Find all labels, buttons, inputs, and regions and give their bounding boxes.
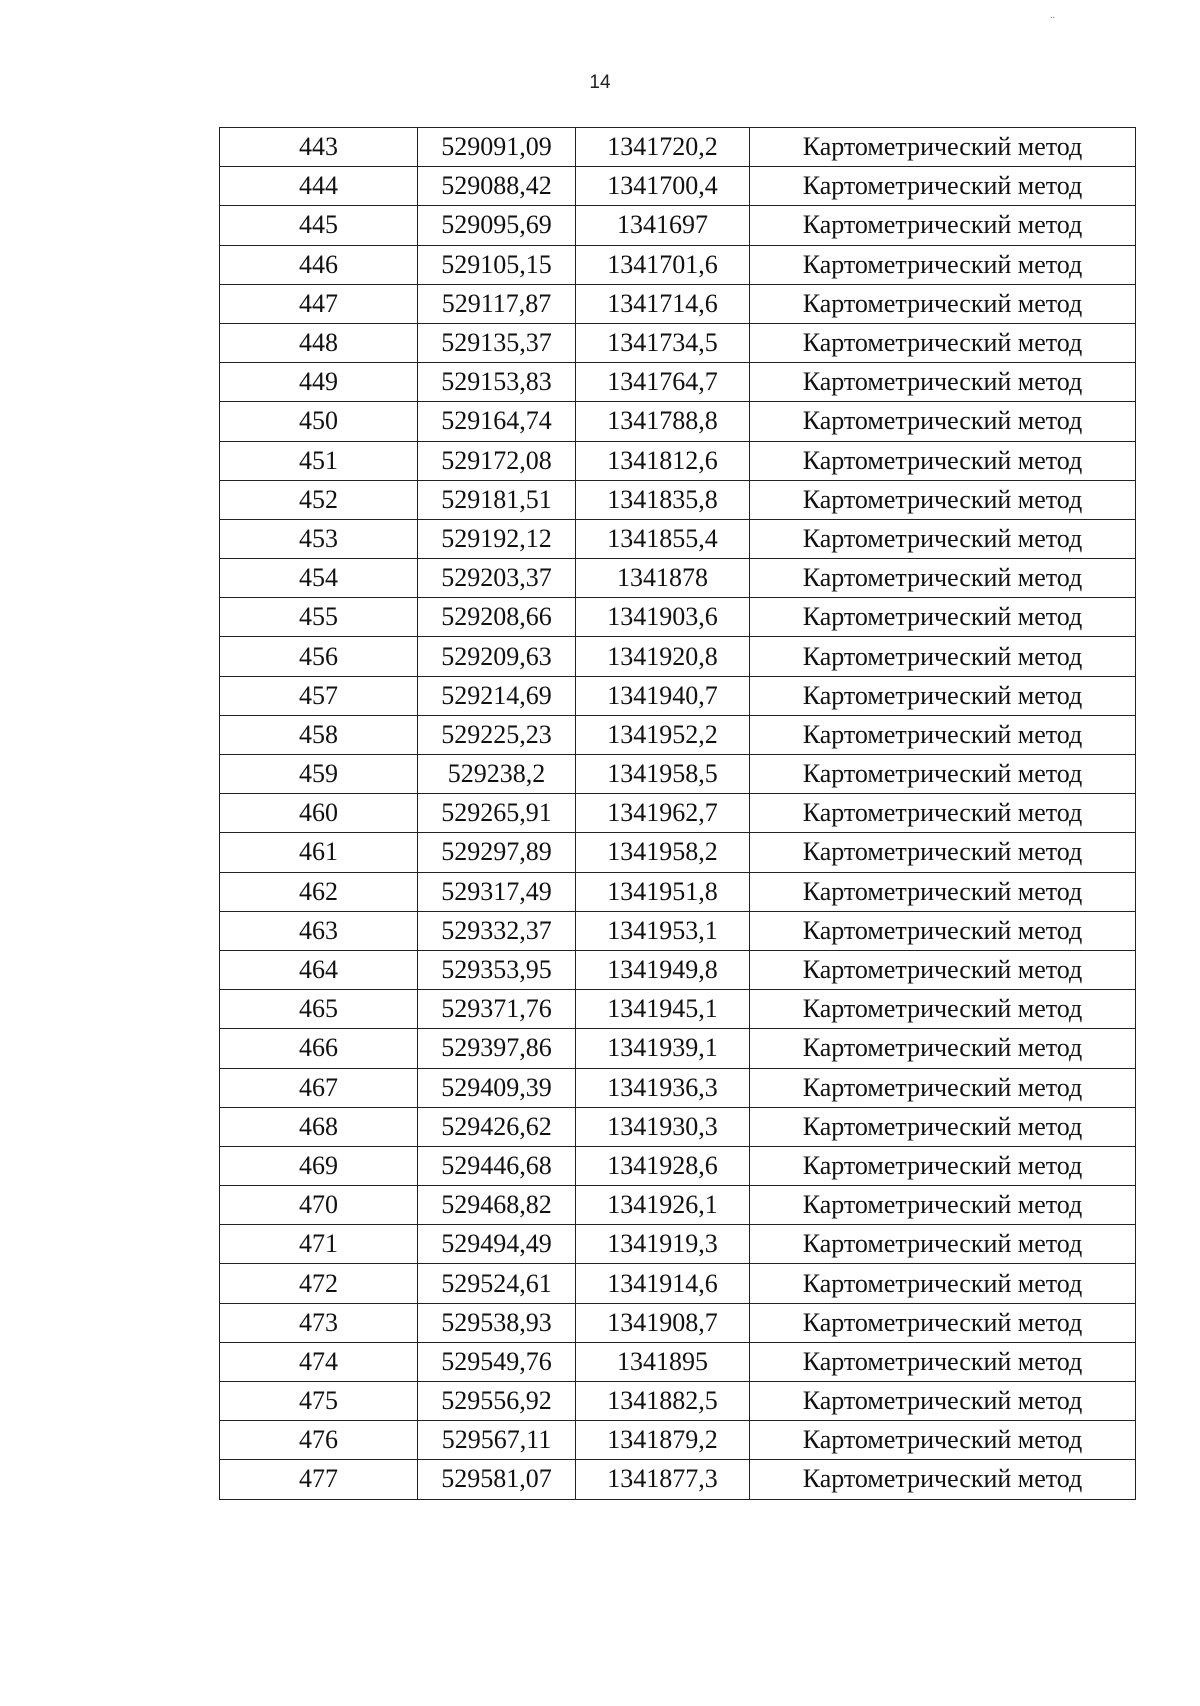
y-coordinate-cell: 1341835,8 [576,480,750,519]
y-coordinate-cell: 1341958,2 [576,833,750,872]
method-cell: Картометрический метод [750,1264,1136,1303]
y-coordinate-cell: 1341926,1 [576,1186,750,1225]
method-cell: Картометрический метод [750,794,1136,833]
x-coordinate-cell: 529192,12 [418,519,576,558]
point-number-cell: 448 [220,323,418,362]
method-cell: Картометрический метод [750,1303,1136,1342]
x-coordinate-cell: 529265,91 [418,794,576,833]
y-coordinate-cell: 1341939,1 [576,1029,750,1068]
point-number-cell: 468 [220,1107,418,1146]
x-coordinate-cell: 529172,08 [418,441,576,480]
y-coordinate-cell: 1341764,7 [576,363,750,402]
method-cell: Картометрический метод [750,872,1136,911]
method-cell: Картометрический метод [750,245,1136,284]
method-cell: Картометрический метод [750,363,1136,402]
table-row [220,1382,1136,1421]
point-number-cell: 445 [220,206,418,245]
x-coordinate-cell: 529238,2 [418,755,576,794]
table-row [220,167,1136,206]
y-coordinate-cell: 1341855,4 [576,519,750,558]
table-row [220,206,1136,245]
y-coordinate-cell: 1341734,5 [576,323,750,362]
method-cell: Картометрический метод [750,1225,1136,1264]
table-row [220,911,1136,950]
stray-mark: .. [1050,10,1055,21]
table-row [220,676,1136,715]
x-coordinate-cell: 529088,42 [418,167,576,206]
y-coordinate-cell: 1341878 [576,559,750,598]
point-number-cell: 458 [220,715,418,754]
point-number-cell: 470 [220,1186,418,1225]
table-row [220,1225,1136,1264]
point-number-cell: 475 [220,1382,418,1421]
y-coordinate-cell: 1341908,7 [576,1303,750,1342]
table-row [220,519,1136,558]
point-number-cell: 455 [220,598,418,637]
method-cell: Картометрический метод [750,206,1136,245]
method-cell: Картометрический метод [750,1029,1136,1068]
x-coordinate-cell: 529209,63 [418,637,576,676]
y-coordinate-cell: 1341940,7 [576,676,750,715]
point-number-cell: 443 [220,128,418,167]
x-coordinate-cell: 529397,86 [418,1029,576,1068]
x-coordinate-cell: 529317,49 [418,872,576,911]
point-number-cell: 452 [220,480,418,519]
method-cell: Картометрический метод [750,1068,1136,1107]
x-coordinate-cell: 529164,74 [418,402,576,441]
table-row [220,441,1136,480]
x-coordinate-cell: 529297,89 [418,833,576,872]
x-coordinate-cell: 529549,76 [418,1342,576,1381]
method-cell: Картометрический метод [750,715,1136,754]
y-coordinate-cell: 1341788,8 [576,402,750,441]
table-row [220,1068,1136,1107]
method-cell: Картометрический метод [750,833,1136,872]
y-coordinate-cell: 1341697 [576,206,750,245]
x-coordinate-cell: 529524,61 [418,1264,576,1303]
method-cell: Картометрический метод [750,1107,1136,1146]
table-row [220,1146,1136,1185]
y-coordinate-cell: 1341928,6 [576,1146,750,1185]
y-coordinate-cell: 1341936,3 [576,1068,750,1107]
point-number-cell: 449 [220,363,418,402]
y-coordinate-cell: 1341962,7 [576,794,750,833]
y-coordinate-cell: 1341930,3 [576,1107,750,1146]
point-number-cell: 459 [220,755,418,794]
point-number-cell: 473 [220,1303,418,1342]
coordinates-table-body [220,128,1136,1500]
method-cell: Картометрический метод [750,990,1136,1029]
point-number-cell: 463 [220,911,418,950]
y-coordinate-cell: 1341958,5 [576,755,750,794]
method-cell: Картометрический метод [750,284,1136,323]
point-number-cell: 460 [220,794,418,833]
x-coordinate-cell: 529203,37 [418,559,576,598]
point-number-cell: 472 [220,1264,418,1303]
method-cell: Картометрический метод [750,402,1136,441]
x-coordinate-cell: 529567,11 [418,1421,576,1460]
point-number-cell: 467 [220,1068,418,1107]
method-cell: Картометрический метод [750,480,1136,519]
y-coordinate-cell: 1341879,2 [576,1421,750,1460]
y-coordinate-cell: 1341920,8 [576,637,750,676]
point-number-cell: 453 [220,519,418,558]
point-number-cell: 477 [220,1460,418,1499]
table-row [220,480,1136,519]
y-coordinate-cell: 1341720,2 [576,128,750,167]
table-row [220,128,1136,167]
x-coordinate-cell: 529494,49 [418,1225,576,1264]
table-row [220,1029,1136,1068]
table-row [220,559,1136,598]
table-row [220,1342,1136,1381]
point-number-cell: 456 [220,637,418,676]
y-coordinate-cell: 1341882,5 [576,1382,750,1421]
method-cell: Картометрический метод [750,519,1136,558]
table-row [220,1460,1136,1499]
method-cell: Картометрический метод [750,911,1136,950]
method-cell: Картометрический метод [750,637,1136,676]
table-row [220,245,1136,284]
y-coordinate-cell: 1341701,6 [576,245,750,284]
method-cell: Картометрический метод [750,676,1136,715]
method-cell: Картометрический метод [750,1460,1136,1499]
y-coordinate-cell: 1341953,1 [576,911,750,950]
table-row [220,598,1136,637]
x-coordinate-cell: 529446,68 [418,1146,576,1185]
x-coordinate-cell: 529208,66 [418,598,576,637]
x-coordinate-cell: 529105,15 [418,245,576,284]
x-coordinate-cell: 529538,93 [418,1303,576,1342]
y-coordinate-cell: 1341700,4 [576,167,750,206]
method-cell: Картометрический метод [750,559,1136,598]
point-number-cell: 450 [220,402,418,441]
method-cell: Картометрический метод [750,950,1136,989]
table-row [220,637,1136,676]
x-coordinate-cell: 529353,95 [418,950,576,989]
x-coordinate-cell: 529556,92 [418,1382,576,1421]
table-row [220,323,1136,362]
point-number-cell: 471 [220,1225,418,1264]
point-number-cell: 465 [220,990,418,1029]
point-number-cell: 451 [220,441,418,480]
table-row [220,950,1136,989]
table-row [220,363,1136,402]
method-cell: Картометрический метод [750,128,1136,167]
x-coordinate-cell: 529332,37 [418,911,576,950]
point-number-cell: 469 [220,1146,418,1185]
y-coordinate-cell: 1341895 [576,1342,750,1381]
method-cell: Картометрический метод [750,1146,1136,1185]
method-cell: Картометрический метод [750,1421,1136,1460]
table-row [220,755,1136,794]
method-cell: Картометрический метод [750,1186,1136,1225]
point-number-cell: 447 [220,284,418,323]
method-cell: Картометрический метод [750,598,1136,637]
table-row [220,1107,1136,1146]
method-cell: Картометрический метод [750,441,1136,480]
point-number-cell: 457 [220,676,418,715]
table-row [220,1264,1136,1303]
point-number-cell: 454 [220,559,418,598]
method-cell: Картометрический метод [750,755,1136,794]
y-coordinate-cell: 1341812,6 [576,441,750,480]
point-number-cell: 476 [220,1421,418,1460]
page-number: 14 [589,72,611,93]
y-coordinate-cell: 1341877,3 [576,1460,750,1499]
method-cell: Картометрический метод [750,1382,1136,1421]
y-coordinate-cell: 1341952,2 [576,715,750,754]
point-number-cell: 444 [220,167,418,206]
y-coordinate-cell: 1341949,8 [576,950,750,989]
x-coordinate-cell: 529214,69 [418,676,576,715]
table-row [220,402,1136,441]
table-row [220,1421,1136,1460]
y-coordinate-cell: 1341951,8 [576,872,750,911]
point-number-cell: 461 [220,833,418,872]
method-cell: Картометрический метод [750,1342,1136,1381]
coordinates-table [219,127,1136,1500]
x-coordinate-cell: 529409,39 [418,1068,576,1107]
y-coordinate-cell: 1341919,3 [576,1225,750,1264]
x-coordinate-cell: 529225,23 [418,715,576,754]
x-coordinate-cell: 529117,87 [418,284,576,323]
point-number-cell: 466 [220,1029,418,1068]
table-row [220,1303,1136,1342]
table-row [220,794,1136,833]
x-coordinate-cell: 529135,37 [418,323,576,362]
x-coordinate-cell: 529095,69 [418,206,576,245]
x-coordinate-cell: 529153,83 [418,363,576,402]
x-coordinate-cell: 529468,82 [418,1186,576,1225]
x-coordinate-cell: 529426,62 [418,1107,576,1146]
y-coordinate-cell: 1341914,6 [576,1264,750,1303]
x-coordinate-cell: 529181,51 [418,480,576,519]
table-row [220,1186,1136,1225]
point-number-cell: 464 [220,950,418,989]
y-coordinate-cell: 1341714,6 [576,284,750,323]
point-number-cell: 446 [220,245,418,284]
table-row [220,990,1136,1029]
method-cell: Картометрический метод [750,167,1136,206]
table-row [220,715,1136,754]
point-number-cell: 474 [220,1342,418,1381]
x-coordinate-cell: 529371,76 [418,990,576,1029]
table-row [220,833,1136,872]
table-row [220,284,1136,323]
y-coordinate-cell: 1341903,6 [576,598,750,637]
x-coordinate-cell: 529091,09 [418,128,576,167]
method-cell: Картометрический метод [750,323,1136,362]
point-number-cell: 462 [220,872,418,911]
y-coordinate-cell: 1341945,1 [576,990,750,1029]
table-row [220,872,1136,911]
x-coordinate-cell: 529581,07 [418,1460,576,1499]
